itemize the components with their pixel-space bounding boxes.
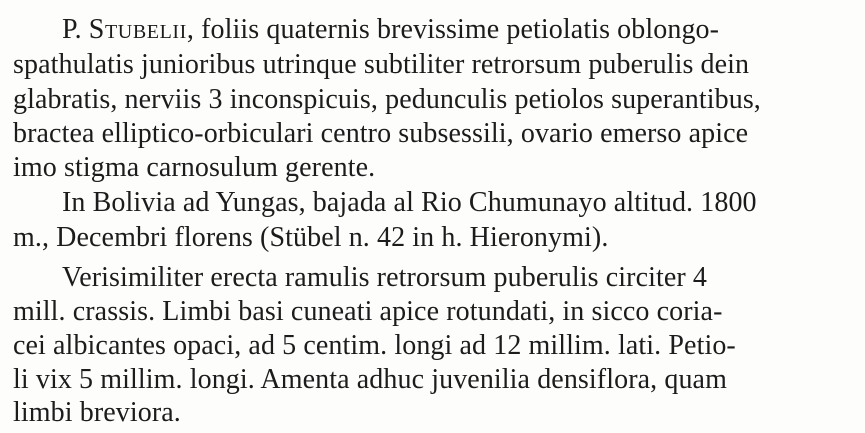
- text-line: In Bolivia ad Yungas, bajada al Rio Chumunayo altitud. 1800: [62, 187, 757, 218]
- text-line: cei albicantes opaci, ad 5 centim. longi ad 12 millim. lati. Petio-: [13, 330, 736, 361]
- text-fragment: , foliis quaternis brevissime petiolatis oblongo-: [186, 14, 720, 45]
- species-name: Stubelii: [88, 14, 187, 45]
- species-prefix: P.: [62, 14, 89, 45]
- text-line: limbi breviora.: [13, 397, 181, 428]
- text-line: imo stigma carnosulum gerente.: [13, 152, 376, 183]
- text-line: m., Decembri florens (Stübel n. 42 in h. Hieronymi).: [13, 222, 609, 253]
- text-line: li vix 5 millim. longi. Amenta adhuc juvenilia densiflora, quam: [13, 364, 727, 395]
- text-line: spathulatis junioribus utrinque subtiliter retrorsum puberulis dein: [13, 49, 750, 80]
- text-line: mill. crassis. Limbi basi cuneati apice rotundati, in sicco coria-: [13, 296, 723, 327]
- text-line: bractea elliptico-orbiculari centro subsessili, ovario emerso apice: [13, 118, 749, 149]
- text-line: glabratis, nerviis 3 inconspicuis, pedunculis petiolos superantibus,: [13, 84, 761, 115]
- text-line: [62, 14, 852, 46]
- text-line: Verisimiliter erecta ramulis retrorsum puberulis circiter 4: [62, 262, 708, 293]
